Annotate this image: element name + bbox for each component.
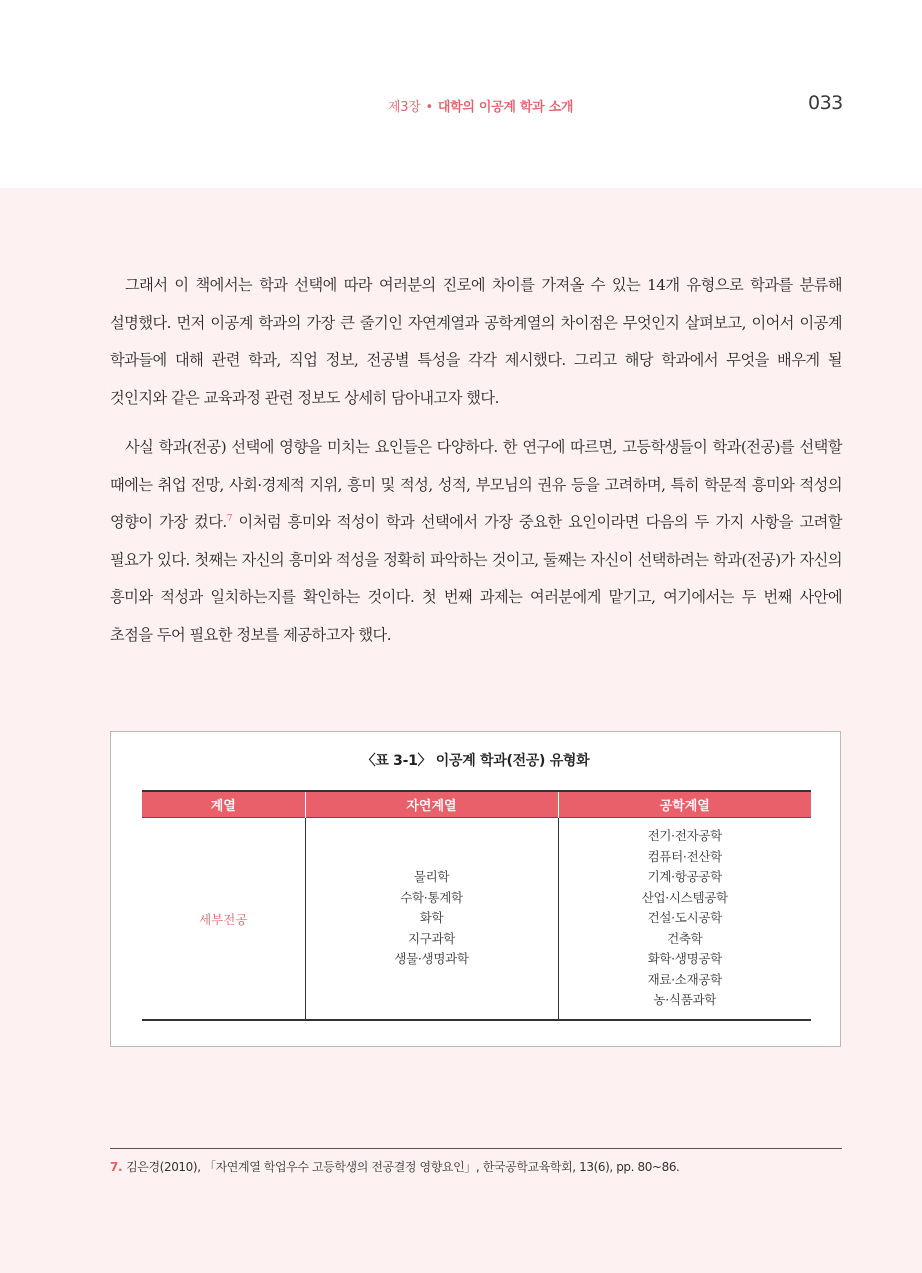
running-head: [388, 96, 573, 115]
table-box: [110, 731, 841, 1047]
major-classification-table: [142, 790, 811, 1021]
list-item: 물리학: [413, 869, 450, 885]
list-item: 지구과학: [407, 930, 456, 946]
list-item: 화학·생명공학: [647, 951, 722, 967]
list-item: 건설·도시공학: [647, 910, 722, 926]
natural-sciences-cell: [305, 818, 558, 1021]
natural-sciences-list: [306, 867, 558, 970]
header-category: 계열: [142, 791, 305, 818]
footnote-divider: [110, 1148, 842, 1149]
table-caption: 〈표 3-1〉 이공계 학과(전공) 유형화: [361, 753, 590, 769]
header-band: [0, 0, 922, 188]
footnote: [110, 1158, 842, 1175]
paragraph-2: [110, 429, 842, 654]
list-item: 농·식품과학: [653, 992, 717, 1008]
table-row: [142, 818, 811, 1021]
paragraph-1: 그래서 이 책에서는 학과 선택에 따라 여러분의 진로에 차이를 가져올 수 있는 14개 유형으로 학과를 분류해 설명했다. 먼저 이공계 학과의 가장 큰 줄기인 자연계열과 공학계열의 차이점은 무엇인지 살펴보고, 이어서 이공계 학과들에 대해 관련 학과, 직업 정보, 전공별 특성을 각각 제시했다. 그리고 해당 학과에서 무엇을 배우게 될 것인지와 같은 교육과정 관련 정보도 상세히 담아내고자 했다.: [110, 276, 842, 407]
engineering-cell: [558, 818, 811, 1021]
row-label-detailed-major: 세부전공: [142, 818, 305, 1021]
list-item: 수학·통계학: [400, 889, 463, 905]
section-title: 대학의 이공계 학과 소개: [437, 100, 574, 115]
page-number: 033: [808, 92, 843, 114]
chapter-label: 제3장: [388, 100, 421, 115]
list-item: 컴퓨터·전산학: [647, 848, 722, 864]
paragraph-2-part-1: 사실 학과(전공) 선택에 영향을 미치는 요인들은 다양하다. 한 연구에 따르면, 고등학생들이 학과(전공)를 선택할 때에는 취업 전망, 사회·경제적 지위, 흥미 및 적성, 성적, 부모님의 권유 등을 고려하며, 특히 학문적 흥미와 적성의 영향이 가장 컸다.: [110, 438, 842, 531]
list-item: 기계·항공공학: [647, 869, 722, 885]
list-item: 전기·전자공학: [647, 828, 722, 844]
list-item: 생물·생명과학: [394, 951, 469, 967]
engineering-list: [559, 826, 812, 1011]
body-text: [110, 267, 842, 654]
separator-dot: •: [425, 100, 433, 115]
header-natural-sciences: 자연계열: [305, 791, 558, 818]
footnote-text: 김은경(2010), 「자연계열 학업우수 고등학생의 전공결정 영향요인」, 한국공학교육학회, 13(6), pp. 80~86.: [126, 1160, 680, 1174]
list-item: 산업·시스템공학: [641, 889, 728, 905]
table-header-row: [142, 791, 811, 818]
footnote-reference[interactable]: 7: [226, 513, 232, 524]
header-engineering: 공학계열: [558, 791, 811, 818]
footnote-number: 7.: [110, 1160, 123, 1174]
list-item: 재료·소재공학: [647, 971, 722, 987]
paragraph-2-part-2: 이처럼 흥미와 적성이 학과 선택에서 가장 중요한 요인이라면 다음의 두 가지 사항을 고려할 필요가 있다. 첫째는 자신의 흥미와 적성을 정확히 파악하는 것이고, 둘째는 자신이 선택하려는 학과(전공)가 자신의 흥미와 적성과 일치하는지를 확인하는 것이다. 첫 번째 과제는 여러분에게 맡기고, 여기에서는 두 번째 사안에 초점을 두어 필요한 정보를 제공하고자 했다.: [110, 513, 842, 644]
list-item: 화학: [419, 910, 444, 926]
list-item: 건축학: [667, 930, 703, 946]
